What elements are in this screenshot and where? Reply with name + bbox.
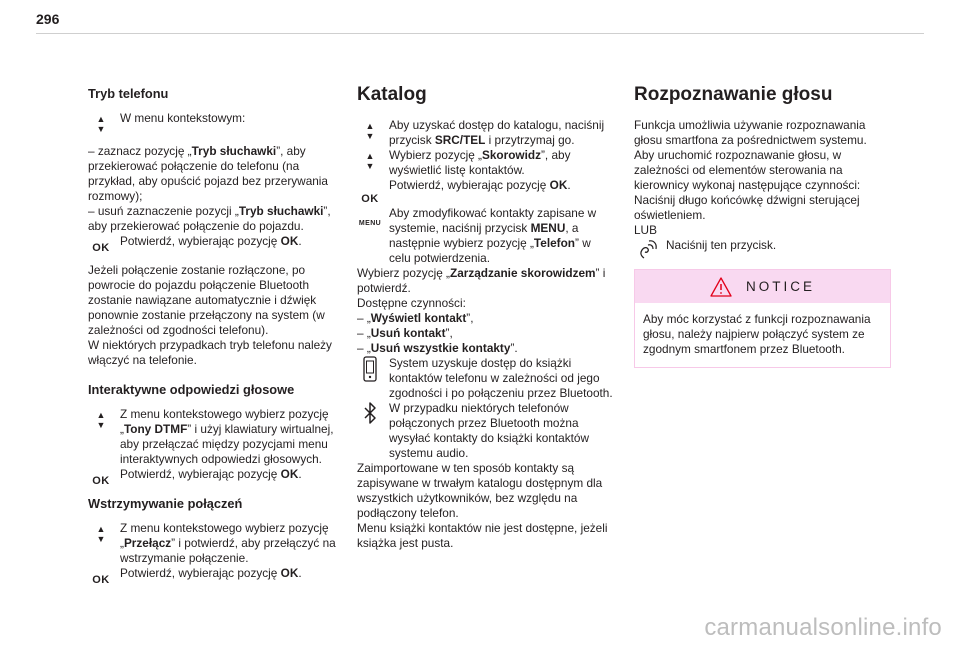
notice-body: Aby móc korzystać z funkcji rozpoznawania głosu, należy najpierw połączyć system ze zgodnym smartfonem przez Bluetooth. (643, 312, 871, 356)
column-2 (357, 80, 613, 551)
option-delete-all: – „Usuń wszystkie kontakty”. (357, 341, 518, 355)
ok-icon: OK (92, 574, 110, 586)
ws-confirm: OK Potwierdź, wybierając pozycję OK. (88, 566, 344, 581)
import-paragraph: Zaimportowane w ten sposób kontakty są zapisywane w trwałym katalogu dostępnym dla wszystkich użytkowników, bez względu na podłączony telefon. (357, 461, 603, 520)
warning-icon (710, 277, 732, 297)
tryb-option-1: – zaznacz pozycję „Tryb słuchawki”, aby przekierować połączenie do telefonu (na przykład, aby opuścić pojazd bez przerywania rozmowy); (88, 144, 328, 203)
katalog-step-2: ▲ ▼ Wybierz pozycję „Skorowidz”, aby wyświetlić listę kontaktów. (357, 148, 613, 178)
column-1 (88, 80, 344, 586)
voice-heading: Rozpoznawanie głosu (634, 84, 833, 105)
header-divider (36, 33, 924, 34)
tryb-paragraph: Jeżeli połączenie zostanie rozłączone, po powrocie do pojazdu połączenie Bluetooth zostanie nawiązane automatycznie i dźwięk ponownie zostanie przełączony na system (w zależności od zgodności telefonu). (88, 263, 325, 337)
voice-paragraph-2: Aby uruchomić rozpoznawanie głosu, w zależności od elementów sterowania na kierownicy wykonaj następujące czynności: (634, 148, 861, 192)
katalog-step-5: Wybierz pozycję „Zarządzanie skorowidzem” i potwierdź. (357, 266, 606, 295)
ok-icon: OK (92, 242, 110, 254)
menu-button-icon: MENU (358, 220, 382, 227)
up-down-arrows-icon: ▲ ▼ (96, 114, 106, 134)
ok-icon: OK (92, 475, 110, 487)
voice-paragraph-3: Naciśnij długo końcówkę dźwigni sterującej oświetleniem. (634, 193, 860, 222)
notice-header (635, 270, 890, 303)
katalog-step-4: MENU Aby zmodyfikować kontakty zapisane w systemie, naciśnij przycisk MENU, a następnie wybierz pozycję „Telefon” w celu potwierdzenia. (358, 206, 597, 265)
ia-heading: Interaktywne odpowiedzi głosowe (88, 382, 295, 397)
katalog-step-1: ▲ ▼ Aby uzyskać dostęp do katalogu, naciśnij przycisk SRC/TEL i przytrzymaj go. (357, 118, 613, 148)
up-down-arrows-icon: ▲ ▼ (365, 151, 375, 171)
options-label: Dostępne czynności: (357, 296, 466, 310)
option-delete-contact: – „Usuń kontakt”, (357, 326, 453, 340)
voice-paragraph: Funkcja umożliwia używanie rozpoznawania głosu smartfona za pośrednictwem systemu. (634, 118, 867, 147)
voice-step: Naciśnij ten przycisk. (634, 238, 892, 253)
option-view-contact: – „Wyświetl kontakt”, (357, 311, 474, 325)
bluetooth-note: W przypadku niektórych telefonów połączonych przez Bluetooth można wysyłać kontakty do książki kontaktów systemu audio. (357, 401, 613, 461)
katalog-heading: Katalog (357, 84, 427, 105)
watermark: carmanualsonline.info (704, 614, 942, 641)
phone-note: System uzyskuje dostęp do książki kontaktów telefonu w zależności od jego zgodności i po połączeniu przez Bluetooth. (357, 356, 613, 401)
tryb-confirm: OK Potwierdź, wybierając pozycję OK. (88, 234, 344, 249)
up-down-arrows-icon: ▲ ▼ (96, 410, 106, 430)
column-3 (634, 80, 892, 368)
empty-paragraph: Menu książki kontaktów nie jest dostępne, jeżeli książka jest pusta. (357, 521, 608, 550)
or-label: LUB (634, 223, 657, 237)
ia-step: ▲ ▼ Z menu kontekstowego wybierz pozycję „Tony DTMF” i użyj klawiatury wirtualnej, aby przełączać między pozycjami menu interaktywnych odpowiedzi głosowych. (88, 407, 344, 467)
smartphone-icon (357, 356, 383, 386)
notice-box (634, 269, 891, 368)
up-down-arrows-icon: ▲ ▼ (365, 121, 375, 141)
ws-heading: Wstrzymywanie połączeń (88, 496, 243, 511)
bluetooth-icon (357, 401, 383, 429)
ia-confirm: OK Potwierdź, wybierając pozycję OK. (88, 467, 344, 482)
tryb-step: ▲ ▼ W menu kontekstowym: (88, 111, 344, 126)
tryb-heading: Tryb telefonu (88, 86, 169, 101)
tryb-option-2: – usuń zaznaczenie pozycji „Tryb słuchawki”, aby przekierować połączenie do pojazdu. (88, 204, 331, 233)
ws-step: ▲ ▼ Z menu kontekstowego wybierz pozycję „Przełącz” i potwierdź, aby przełączyć na wstrzymanie połączenie. (88, 521, 344, 566)
page-number: 296 (36, 11, 60, 27)
voice-command-icon (634, 238, 660, 264)
katalog-step-3: OK Potwierdź, wybierając pozycję OK. (357, 178, 613, 193)
up-down-arrows-icon: ▲ ▼ (96, 524, 106, 544)
tryb-paragraph-2: W niektórych przypadkach tryb telefonu należy włączyć na telefonie. (88, 338, 332, 367)
ok-icon: OK (361, 193, 379, 205)
notice-title: NOTICE (745, 279, 815, 294)
